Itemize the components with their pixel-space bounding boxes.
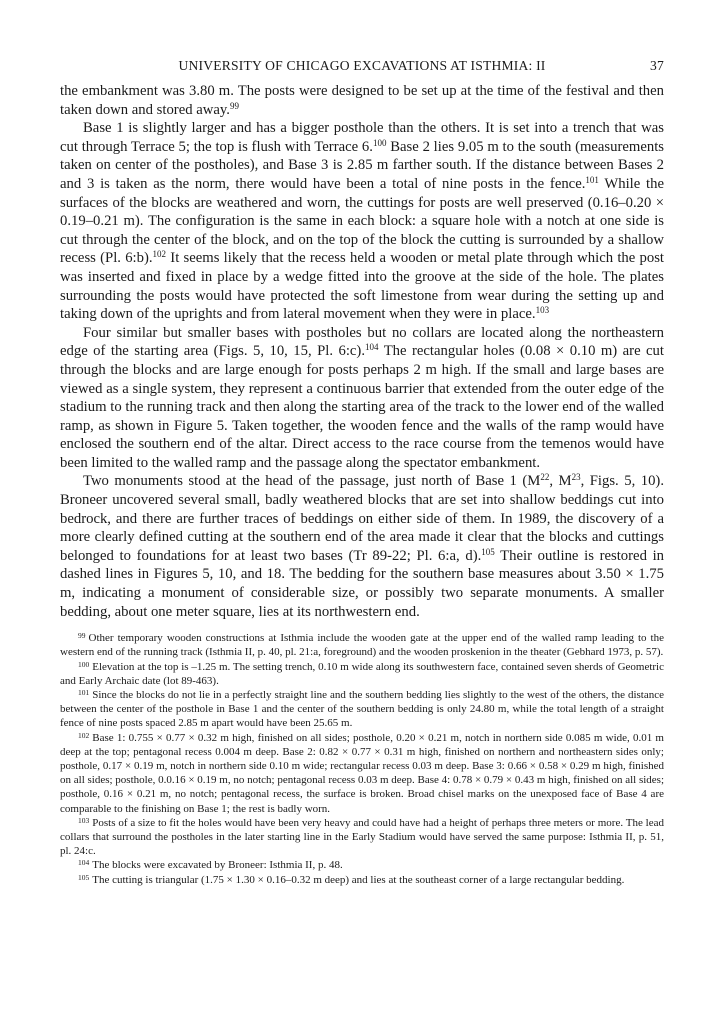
footnote-number: 103: [78, 815, 90, 825]
text-run: , Figs. 5, 10). Broneer uncovered several small, badly weathered blocks that are set into shallow beddings cut into bedrock, and there are further traces of beddings on either side of them. In 1989, the discovery of a more clearly defined cutting at the southern end of the area made it clear that the blocks and cuttings belonged to foundations for at least two bases (Tr 89-22; Pl. 6:a, d).: [60, 473, 664, 564]
text-run: It seems likely that the recess held a wooden or metal plate through which the post was inserted and fixed in place by a wedge fitted into the groove at the side of the hole. The plates surrounding the posts would have protected the soft limestone from wear during the setting up and taking down of the uprights and from lateral movement when they were in place.: [60, 250, 664, 323]
footnote: [60, 660, 664, 688]
footnote-text: The cutting is triangular (1.75 × 1.30 × 0.16–0.32 m deep) and lies at the southeast corner of a large rectangular bedding.: [92, 873, 625, 886]
text-run: Their outline is restored in dashed lines in Figures 5, 10, and 18. The bedding for the southern base measures about 3.50 × 1.75 m, indicating a monument of considerable size, or possibly two separate monuments. A smaller bedding, about one meter square, lies at its northwestern end.: [60, 547, 665, 620]
footnote-ref: 101: [585, 174, 599, 185]
text-run: Two monuments stood at the head of the passage, just north of Base 1 (M: [83, 473, 541, 490]
footnote-number: 101: [78, 688, 90, 698]
footnote-number: 102: [78, 730, 90, 740]
footnote-ref: 100: [372, 137, 387, 148]
footnote: [60, 631, 664, 659]
paragraph: [60, 119, 664, 324]
footnote-number: 100: [78, 659, 90, 669]
paragraph: [60, 324, 664, 473]
footnote-number: 105: [78, 872, 90, 882]
text-run: The rectangular holes (0.08 × 0.10 m) are cut through the blocks and are large enough for posts perhaps 2 m high. If the small and large bases are viewed as a single system, they represent a continuous barrier that extended from the outer edge of the stadium to the running track and then along the starting area of the track to the lower end of the walled ramp, as shown in Figure 5. Taken together, the wooden fence and the walls of the ramp would have enclosed the southern end of the altar. Direct access to the race course from the temenos would have been limited to the walled ramp and the passage along the spectator embankment.: [60, 343, 664, 471]
main-text: [60, 82, 664, 621]
text-run: Base 2 lies 9.05 m to the south (measurements taken on center of the postholes), and Base 3 is 2.85 m farther south. If the distance between Bases 2 and 3 is taken as the norm, there would have been a total of nine posts in the fence.: [60, 138, 664, 192]
running-header: [60, 58, 664, 82]
footnote-ref: 102: [152, 249, 167, 260]
running-title: UNIVERSITY OF CHICAGO EXCAVATIONS AT ISTHMIA: II: [178, 58, 546, 73]
footnotes: [60, 631, 664, 887]
superscript: 23: [571, 472, 581, 483]
footnote-text: Posts of a size to fit the holes would have been very heavy and could have had a height of perhaps three meters or more. The lead collars that surround the postholes in the later starting line in the Early Stadium would have served the same purpose: Isthmia II, p. 51, pl. 24:c.: [60, 816, 664, 858]
page-number: 37: [650, 58, 664, 73]
text-run: Four similar but smaller bases with postholes but no collars are located along the northeastern edge of the starting area (Figs. 5, 10, 15, Pl. 6:c).: [60, 324, 664, 360]
footnote-text: Elevation at the top is –1.25 m. The setting trench, 0.10 m wide along its southwestern face, contained seven sherds of Geometric and Early Archaic date (lot 89-463).: [60, 660, 664, 687]
footnote-ref: 103: [535, 305, 550, 316]
footnote-ref: 105: [481, 546, 495, 557]
text-run: While the surfaces of the blocks are weathered and worn, the cuttings for posts are well preserved (0.16–0.20 × 0.19–0.21 m). The configuration is the same in each block: a square hole with a notch at one side is cut through the center of the block, and on the top of the block the cutting is surrounded by a shallow recess (Pl. 6:b).: [60, 175, 664, 267]
footnote-ref: 104: [365, 342, 379, 353]
text-run: the embankment was 3.80 m. The posts were designed to be set up at the time of the festival and then taken down and stored away.: [60, 83, 664, 118]
footnote-text: The blocks were excavated by Broneer: Isthmia II, p. 48.: [92, 859, 343, 872]
footnote: [60, 858, 664, 872]
text-run: Base 1 is slightly larger and has a bigger posthole than the others. It is set into a trench that was cut through Terrace 5; the top is flush with Terrace 6.: [60, 120, 664, 155]
text-run: , M: [549, 473, 572, 490]
footnote-text: Since the blocks do not lie in a perfectly straight line and the southern bedding lies slightly to the west of the others, the distance between the center of the posthole in Base 1 and the center of the southern bedding is only 24.80 m, while the total length of a straight fence of nine posts spaced 2.85 m apart would have been 25.65 m.: [60, 689, 664, 730]
footnote: [60, 816, 664, 859]
paragraph: [60, 82, 664, 119]
footnote: [60, 873, 664, 887]
footnote-number: 99: [78, 631, 86, 641]
footnote-text: Other temporary wooden constructions at Isthmia include the wooden gate at the upper end of the walled ramp leading to the western end of the running track (Isthmia II, p. 40, pl. 21:a, foreground) and the wooden proskenion in the theater (Gebhard 1973, p. 57).: [60, 632, 664, 659]
footnote: [60, 688, 664, 731]
footnote-ref: 99: [229, 100, 239, 111]
superscript: 22: [540, 472, 550, 483]
footnote-text: Base 1: 0.755 × 0.77 × 0.32 m high, finished on all sides; posthole, 0.20 × 0.21 m, notch in northern side 0.085 m wide, 0.01 m deep at the top; pentagonal recess 0.004 m deep. Base 2: 0.82 × 0.77 × 0.31 m high, finished on northern and northeastern sides only; posthole, 0.17 × 0.19 m, notch in northern side 0.10 m wide; rectangular recess 0.03 m deep. Base 3: 0.66 × 0.58 × 0.29 m high, finished on all sides; posthole, 0.0.16 × 0.19 m, no notch; pentagonal recess 0.03 m deep. Base 4: 0.78 × 0.79 × 0.43 m high, finished on all sides; posthole, 0.16 × 0.21 m, no notch; pentagonal recess, the surface is broken. Broad chisel marks on the unexposed face of Base 4 are comparable to the finishing on Base 1; the rest is badly worn.: [60, 731, 664, 815]
footnote-number: 104: [78, 858, 90, 868]
paragraph: [60, 472, 664, 621]
footnote: [60, 731, 664, 816]
